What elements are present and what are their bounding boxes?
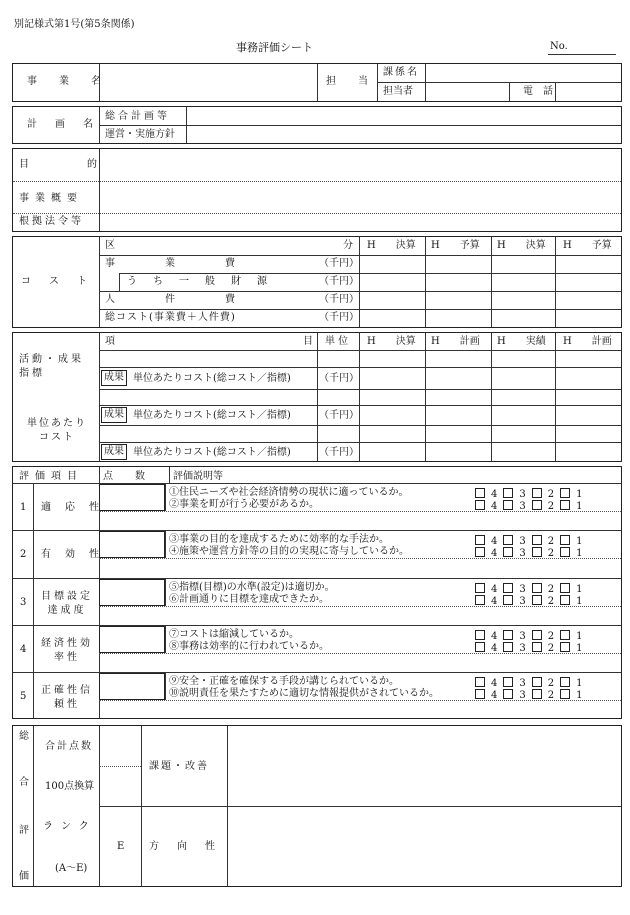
rating-checkbox[interactable] xyxy=(503,583,513,593)
rating-10 xyxy=(475,689,589,701)
rating-value: 3 xyxy=(519,631,526,642)
score-input-4[interactable] xyxy=(99,626,165,653)
rating-value: 1 xyxy=(576,596,583,607)
rating-checkbox[interactable] xyxy=(475,630,485,640)
eval-name-5: 正確性信頼性 xyxy=(41,685,93,710)
basic-section xyxy=(12,63,622,102)
rating-value: 4 xyxy=(491,678,498,689)
cost-col-4: H 予算 xyxy=(563,240,612,251)
unit-cost-1-unit: （千円） xyxy=(319,373,359,384)
eval-name-2: 有 効 性 xyxy=(41,549,101,560)
rating-value: 1 xyxy=(576,631,583,642)
rating-checkbox[interactable] xyxy=(475,500,485,510)
rating-value: 3 xyxy=(519,548,526,559)
cost-row-2: う ち 一 般 財 源 xyxy=(127,276,270,287)
eval-name-3: 目標設定達成度 xyxy=(41,591,93,616)
cost-row-3: 人 件 費 xyxy=(105,294,237,305)
activity-label: 活動・成果指標 xyxy=(19,354,84,379)
phone-label: 電 話 xyxy=(523,86,553,97)
rating-checkbox[interactable] xyxy=(560,689,570,699)
rating-6 xyxy=(475,595,589,607)
rating-value: 3 xyxy=(519,678,526,689)
eval-question-2: ②事業を町が行う必要があるか。 xyxy=(169,499,319,510)
tanto-label: 担 当 xyxy=(326,76,374,87)
rating-value: 2 xyxy=(547,678,555,689)
unit-cost-2-unit: （千円） xyxy=(319,410,359,421)
mokuteki-label: 目 的 xyxy=(19,159,104,170)
eval-question-1: ①住民ニーズや社会経済情勢の現状に適っているか。 xyxy=(169,487,409,498)
eval-question-8: ⑧事務は効率的に行われているか。 xyxy=(169,641,329,652)
page-title: 事務評価シート xyxy=(236,41,313,54)
konkyo-label: 根拠法令等 xyxy=(19,216,84,227)
activity-head-ko: 項 xyxy=(105,336,115,347)
rating-value: 1 xyxy=(576,548,583,559)
kadai-label: 課題・改善 xyxy=(149,761,209,772)
activity-head-moku: 目 xyxy=(303,336,313,347)
cost-row-1-unit: （千円） xyxy=(319,258,359,269)
rating-checkbox[interactable] xyxy=(503,689,513,699)
rating-checkbox[interactable] xyxy=(532,689,542,699)
sogo-char-4: 価 xyxy=(19,871,29,882)
rating-checkbox[interactable] xyxy=(560,583,570,593)
rating-value: 2 xyxy=(547,596,555,607)
number-line xyxy=(548,54,616,55)
rating-checkbox[interactable] xyxy=(532,583,542,593)
rating-checkbox[interactable] xyxy=(560,488,570,498)
hoko-label: 方 向 性 xyxy=(149,841,219,852)
cost-col-3: H 決算 xyxy=(497,240,546,251)
eval-no-2: 2 xyxy=(20,549,27,560)
seika-tag-2: 成果 xyxy=(101,407,127,423)
rating-checkbox[interactable] xyxy=(560,677,570,687)
kakari-label: 課係名 xyxy=(383,67,419,78)
cost-row-3-unit: （千円） xyxy=(319,294,359,305)
rating-value: 3 xyxy=(519,489,526,500)
unit-cost-2: 単位あたりコスト(総コスト／指標) xyxy=(133,410,291,421)
rating-value: 1 xyxy=(576,690,583,701)
rating-checkbox[interactable] xyxy=(532,500,542,510)
rating-checkbox[interactable] xyxy=(475,547,485,557)
cost-label: コ ス ト xyxy=(21,276,91,287)
plan-item-1: 総合計画等 xyxy=(105,111,170,122)
score-input-1[interactable] xyxy=(99,484,165,511)
activity-col-4: H 計画 xyxy=(563,336,612,347)
rating-value: 1 xyxy=(576,678,583,689)
plan-label: 計 画 名 xyxy=(27,119,97,130)
rank-label: ランク xyxy=(43,821,97,832)
seika-tag-3: 成果 xyxy=(101,444,127,460)
rating-value: 4 xyxy=(491,584,498,595)
rating-value: 1 xyxy=(576,489,583,500)
activity-head-tani: 単 位 xyxy=(325,336,349,347)
score-input-3[interactable] xyxy=(99,579,165,606)
rating-value: 3 xyxy=(519,501,526,512)
rating-value: 2 xyxy=(547,643,555,654)
rating-3 xyxy=(475,535,589,547)
rating-checkbox[interactable] xyxy=(475,689,485,699)
rating-checkbox[interactable] xyxy=(475,535,485,545)
rating-value: 3 xyxy=(519,643,526,654)
rating-value: 2 xyxy=(547,489,555,500)
rating-1 xyxy=(475,488,589,500)
rating-value: 2 xyxy=(547,501,555,512)
summary-section xyxy=(12,725,622,887)
rating-value: 4 xyxy=(491,690,498,701)
sogo-char-2: 合 xyxy=(19,777,29,788)
rating-value: 1 xyxy=(576,501,583,512)
rating-value: 3 xyxy=(519,536,526,547)
rating-checkbox[interactable] xyxy=(532,595,542,605)
rating-checkbox[interactable] xyxy=(532,535,542,545)
eval-head-item: 評価項目 xyxy=(19,471,83,482)
rating-checkbox[interactable] xyxy=(560,642,570,652)
rating-checkbox[interactable] xyxy=(475,595,485,605)
number-label: No. xyxy=(550,41,568,52)
rating-value: 2 xyxy=(547,631,555,642)
rating-value: 2 xyxy=(547,690,555,701)
rating-value: 4 xyxy=(491,489,498,500)
rating-value: 1 xyxy=(576,584,583,595)
rating-7 xyxy=(475,630,589,642)
eval-question-9: ⑨安全・正確を確保する手段が講じられているか。 xyxy=(169,676,399,687)
rating-checkbox[interactable] xyxy=(503,677,513,687)
rating-5 xyxy=(475,583,589,595)
eval-question-4: ④施策や運営方針等の目的の実現に寄与しているか。 xyxy=(169,546,409,557)
eval-question-5: ⑤指標(目標)の水準(設定)は適切か。 xyxy=(169,582,335,593)
rating-checkbox[interactable] xyxy=(503,595,513,605)
business-name-label: 事 業 名 xyxy=(27,76,107,87)
rating-checkbox[interactable] xyxy=(532,677,542,687)
eval-question-6: ⑥計画通りに目標を達成できたか。 xyxy=(169,594,329,605)
rating-value: 4 xyxy=(491,536,498,547)
cost-row-4: 総コスト(事業費＋人件費) xyxy=(105,312,236,323)
cost-section xyxy=(12,236,622,328)
eval-no-3: 3 xyxy=(20,597,27,608)
rating-value: 1 xyxy=(576,536,583,547)
evaluation-section xyxy=(12,466,622,719)
eval-question-3: ③事業の目的を達成するために効率的な手法か。 xyxy=(169,534,389,545)
rating-9 xyxy=(475,677,589,689)
purpose-section xyxy=(12,148,622,232)
rating-checkbox[interactable] xyxy=(503,630,513,640)
kansan-label: 100点換算 xyxy=(45,781,95,792)
eval-question-10: ⑩説明責任を果たすために適切な情報提供がされているか。 xyxy=(169,688,439,699)
rank-value: E xyxy=(117,841,125,852)
rating-checkbox[interactable] xyxy=(532,642,542,652)
rating-value: 1 xyxy=(576,643,583,654)
rating-checkbox[interactable] xyxy=(560,630,570,640)
unit-cost-3-unit: （千円） xyxy=(319,447,359,458)
rating-checkbox[interactable] xyxy=(560,595,570,605)
rating-checkbox[interactable] xyxy=(560,547,570,557)
form-label: 別記様式第1号(第5条関係) xyxy=(14,19,135,30)
rating-checkbox[interactable] xyxy=(475,488,485,498)
score-input-2[interactable] xyxy=(99,531,165,558)
rating-checkbox[interactable] xyxy=(503,500,513,510)
rating-4 xyxy=(475,547,589,559)
eval-name-1: 適 応 性 xyxy=(41,502,101,513)
cost-col-2: H 予算 xyxy=(431,240,480,251)
rating-value: 4 xyxy=(491,596,498,607)
activity-section xyxy=(12,332,622,462)
eval-head-score: 点 数 xyxy=(103,471,151,482)
eval-question-7: ⑦コストは縮減しているか。 xyxy=(169,629,299,640)
seika-tag-1: 成果 xyxy=(101,370,127,386)
rating-value: 2 xyxy=(547,548,555,559)
rating-checkbox[interactable] xyxy=(532,630,542,640)
sogo-char-1: 総 xyxy=(19,731,29,742)
rating-value: 2 xyxy=(547,584,555,595)
plan-item-2: 運営・実施方針 xyxy=(105,129,175,140)
eval-name-4: 経済性効率性 xyxy=(41,638,93,663)
rating-value: 4 xyxy=(491,643,498,654)
unit-cost-label: 単位あたりコスト xyxy=(27,418,87,443)
eval-no-4: 4 xyxy=(20,644,27,655)
activity-col-1: H 決算 xyxy=(367,336,416,347)
cost-row-2-unit: （千円） xyxy=(319,276,359,287)
cost-head-bun: 分 xyxy=(343,240,353,251)
score-input-5[interactable] xyxy=(99,673,165,700)
gokei-label: 合計点数 xyxy=(45,741,93,752)
rating-checkbox[interactable] xyxy=(503,547,513,557)
rank-range: (A〜E) xyxy=(55,863,88,874)
plan-section xyxy=(12,106,622,144)
activity-col-3: H 実績 xyxy=(497,336,546,347)
cost-col-1: H 決算 xyxy=(367,240,416,251)
rating-value: 4 xyxy=(491,548,498,559)
rating-checkbox[interactable] xyxy=(560,500,570,510)
rating-checkbox[interactable] xyxy=(503,488,513,498)
sogo-char-3: 評 xyxy=(19,825,29,836)
rating-checkbox[interactable] xyxy=(475,677,485,687)
rating-value: 3 xyxy=(519,690,526,701)
rating-checkbox[interactable] xyxy=(503,535,513,545)
eval-no-5: 5 xyxy=(20,691,27,702)
eval-head-desc: 評価説明等 xyxy=(173,471,223,482)
rating-checkbox[interactable] xyxy=(475,583,485,593)
eval-no-1: 1 xyxy=(20,502,27,513)
rating-value: 4 xyxy=(491,501,498,512)
cost-row-1: 事 業 費 xyxy=(105,258,237,269)
cost-head-ku: 区 xyxy=(105,240,115,251)
unit-cost-3: 単位あたりコスト(総コスト／指標) xyxy=(133,447,291,458)
rating-checkbox[interactable] xyxy=(532,488,542,498)
unit-cost-1: 単位あたりコスト(総コスト／指標) xyxy=(133,373,291,384)
rating-value: 4 xyxy=(491,631,498,642)
cost-row-4-unit: （千円） xyxy=(319,312,359,323)
rating-8 xyxy=(475,642,589,654)
rating-checkbox[interactable] xyxy=(560,535,570,545)
rating-checkbox[interactable] xyxy=(475,642,485,652)
rating-value: 3 xyxy=(519,596,526,607)
rating-checkbox[interactable] xyxy=(532,547,542,557)
rating-value: 2 xyxy=(547,536,555,547)
rating-checkbox[interactable] xyxy=(503,642,513,652)
tantosha-label: 担当者 xyxy=(383,86,413,97)
activity-col-2: H 計画 xyxy=(431,336,480,347)
rating-value: 3 xyxy=(519,584,526,595)
gaiyo-label: 事業概要 xyxy=(19,193,83,204)
rating-2 xyxy=(475,500,589,512)
